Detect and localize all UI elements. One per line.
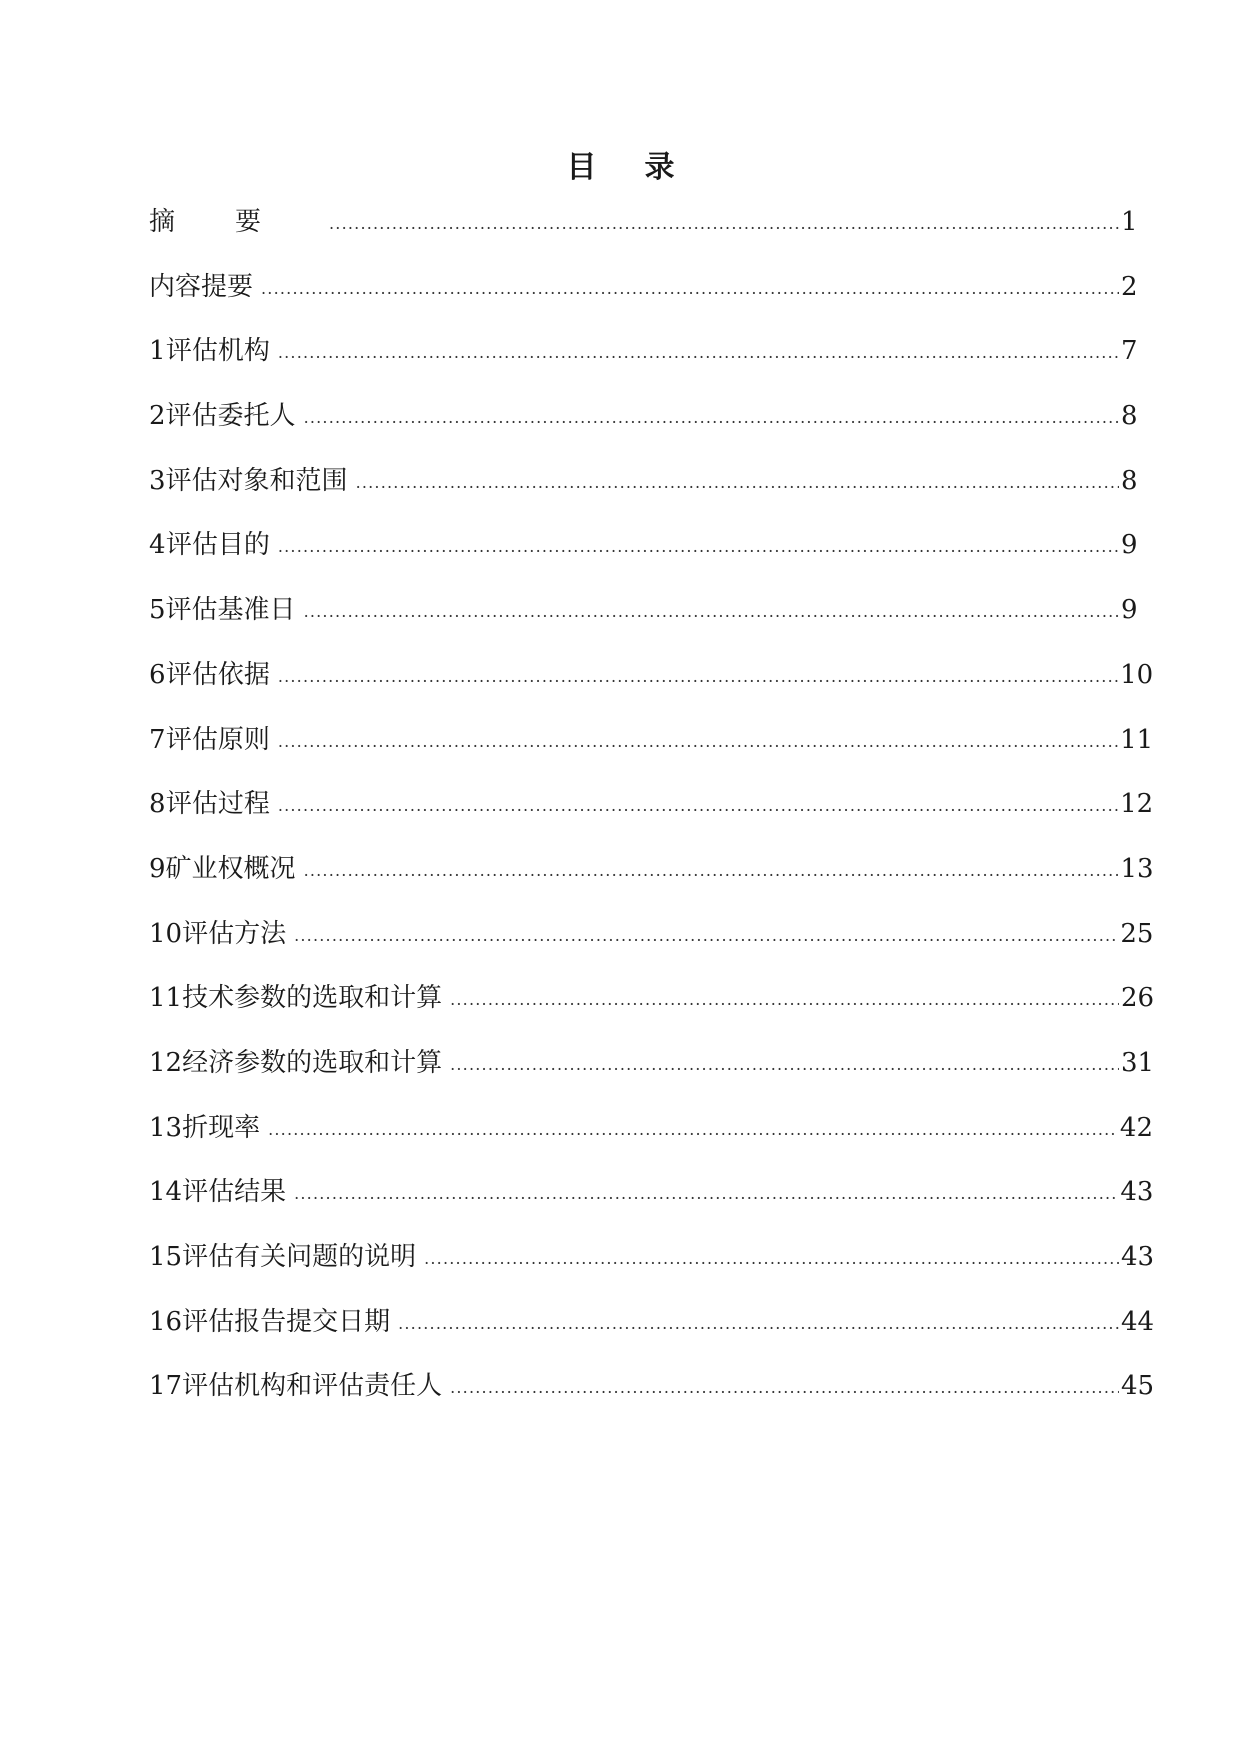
toc-entry[interactable] <box>149 335 1138 400</box>
toc-entry-number: 12 <box>149 1047 183 1078</box>
toc-entry-label: 评估依据 <box>165 659 270 690</box>
toc-entry-label: 评估对象和范围 <box>165 465 348 496</box>
toc-entry-number: 17 <box>149 1371 183 1402</box>
toc-entry[interactable] <box>149 206 1138 271</box>
toc-entry-label: 技术参数的选取和计算 <box>182 983 443 1014</box>
toc-entry-page: 1 <box>1121 207 1138 237</box>
toc-entry-label: 评估方法 <box>182 918 287 949</box>
toc-entry[interactable] <box>149 529 1138 594</box>
toc-entry-page: 43 <box>1121 1242 1155 1272</box>
toc-entry-number: 11 <box>149 983 183 1014</box>
toc-entry-number: 14 <box>149 1177 183 1208</box>
toc-entry-page: 12 <box>1120 789 1154 820</box>
toc-leader-dots <box>304 596 1119 628</box>
toc-entry-label: 评估报告提交日期 <box>182 1306 391 1337</box>
toc-entry-page: 8 <box>1121 401 1138 432</box>
toc-entry[interactable] <box>149 1047 1155 1112</box>
toc-leader-dots <box>261 273 1119 305</box>
toc-leader-dots <box>450 1372 1119 1404</box>
toc-entry[interactable] <box>149 465 1138 530</box>
toc-entry-page: 11 <box>1120 724 1154 755</box>
toc-leader-dots <box>329 208 1119 240</box>
toc-entry-number: 13 <box>149 1112 183 1143</box>
toc-entry[interactable] <box>149 1112 1154 1177</box>
toc-entry[interactable] <box>149 594 1138 659</box>
toc-entry[interactable] <box>149 918 1154 983</box>
toc-entry-page: 45 <box>1121 1371 1155 1402</box>
toc-entry-number: 8 <box>149 789 166 820</box>
toc-entry-number: 4 <box>149 530 166 561</box>
toc-entry-page: 2 <box>1121 271 1138 302</box>
toc-entry-number: 1 <box>149 336 166 367</box>
toc-entry[interactable] <box>149 659 1154 724</box>
toc-entry[interactable] <box>149 788 1154 853</box>
toc-entry-number: 6 <box>149 659 166 690</box>
toc-leader-dots <box>278 531 1119 563</box>
toc-entry-label: 折现率 <box>182 1112 261 1143</box>
toc-entry-page: 8 <box>1121 465 1138 496</box>
toc-leader-dots <box>450 1049 1119 1081</box>
toc-entry-number: 7 <box>149 724 166 755</box>
toc-entry-label: 评估过程 <box>165 789 270 820</box>
toc-leader-dots <box>424 1243 1119 1275</box>
toc-entry[interactable] <box>149 1176 1154 1241</box>
toc-entry-page: 13 <box>1120 853 1154 884</box>
toc-entry[interactable] <box>149 1241 1155 1306</box>
toc-entry-label: 评估有关问题的说明 <box>182 1242 417 1272</box>
toc-entry-number: 16 <box>149 1306 183 1337</box>
toc-entry[interactable] <box>149 271 1138 336</box>
toc-list <box>149 206 1155 1435</box>
toc-title: 目录 <box>566 150 723 185</box>
toc-entry-page: 31 <box>1121 1047 1155 1078</box>
toc-entry-page: 26 <box>1121 983 1155 1014</box>
toc-leader-dots <box>294 920 1118 952</box>
toc-entry-page: 10 <box>1120 659 1154 690</box>
toc-entry-label: 评估委托人 <box>165 401 296 432</box>
toc-entry-number: 2 <box>149 401 166 432</box>
toc-leader-dots <box>304 855 1119 887</box>
toc-leader-dots <box>356 467 1119 499</box>
toc-leader-dots <box>278 790 1118 822</box>
toc-entry-page: 43 <box>1120 1177 1154 1208</box>
toc-leader-dots <box>294 1178 1118 1210</box>
toc-entry-page: 9 <box>1121 595 1138 626</box>
toc-entry[interactable] <box>149 1370 1155 1435</box>
toc-entry-label: 评估机构 <box>165 336 270 367</box>
toc-entry-label: 评估机构和评估责任人 <box>182 1371 443 1402</box>
toc-leader-dots <box>278 726 1118 758</box>
toc-leader-dots <box>398 1308 1119 1340</box>
toc-entry-label: 评估原则 <box>165 724 270 755</box>
toc-entry-number: 5 <box>149 595 166 626</box>
toc-entry-number: 15 <box>149 1242 183 1272</box>
toc-entry[interactable] <box>149 982 1155 1047</box>
toc-entry[interactable] <box>149 724 1154 789</box>
toc-leader-dots <box>278 337 1119 369</box>
toc-entry-page: 44 <box>1121 1306 1155 1337</box>
toc-entry-label: 内容提要 <box>149 271 254 302</box>
toc-entry[interactable] <box>149 853 1154 918</box>
toc-entry-number: 3 <box>149 465 166 496</box>
toc-entry-label: 评估目的 <box>165 530 270 561</box>
toc-entry-number: 10 <box>149 918 183 949</box>
toc-entry-page: 42 <box>1119 1112 1154 1143</box>
toc-entry-label: 评估基准日 <box>165 595 296 626</box>
toc-leader-dots <box>450 984 1119 1016</box>
toc-entry-number: 9 <box>149 853 166 884</box>
toc-entry[interactable] <box>149 400 1138 465</box>
toc-entry-page: 7 <box>1121 336 1138 367</box>
toc-entry-label: 经济参数的选取和计算 <box>182 1047 443 1078</box>
toc-entry-label: 摘要 <box>149 207 322 237</box>
toc-entry-page: 25 <box>1120 918 1154 949</box>
toc-leader-dots <box>278 661 1118 693</box>
toc-entry[interactable] <box>149 1306 1155 1371</box>
toc-leader-dots <box>268 1114 1118 1146</box>
toc-leader-dots <box>304 402 1119 434</box>
toc-entry-label: 矿业权概况 <box>165 853 296 884</box>
toc-entry-page: 9 <box>1121 530 1138 561</box>
toc-entry-label: 评估结果 <box>182 1177 287 1208</box>
